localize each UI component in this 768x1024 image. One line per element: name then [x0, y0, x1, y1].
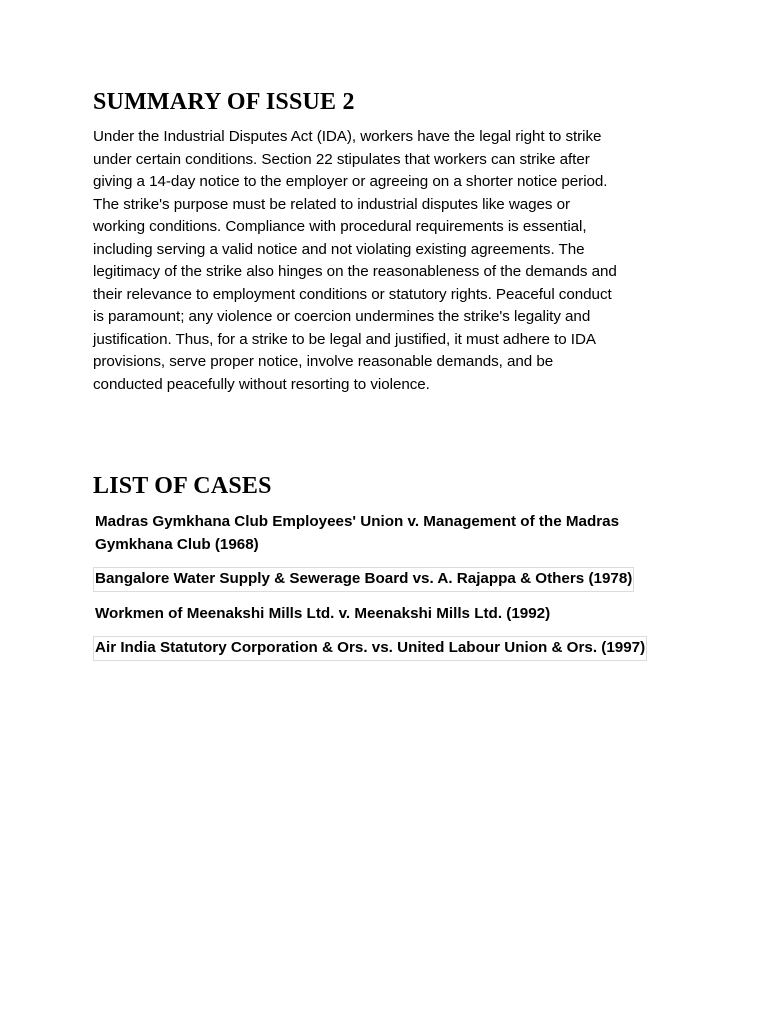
case-title-line: Gymkhana Club (1968)	[95, 535, 259, 553]
case-item	[93, 636, 647, 661]
summary-line: legitimacy of the strike also hinges on the reasonableness of the demands and	[93, 263, 617, 280]
summary-paragraph	[93, 126, 678, 396]
case-title-line: Bangalore Water Supply & Sewerage Board vs. A. Rajappa & Others (1978)	[95, 570, 633, 587]
summary-line: provisions, serve proper notice, involve reasonable demands, and be	[93, 353, 554, 370]
summary-line: under certain conditions. Section 22 stipulates that workers can strike after	[93, 150, 590, 168]
summary-line: including serving a valid notice and not violating existing agreements. The	[93, 240, 585, 258]
document-page	[93, 86, 678, 671]
case-item	[93, 602, 552, 627]
summary-line: The strike's purpose must be related to industrial disputes like wages or	[93, 195, 571, 213]
summary-line: their relevance to employment conditions or statutory rights. Peaceful conduct	[93, 285, 612, 303]
summary-line: is paramount; any violence or coercion undermines the strike's legality and	[93, 308, 591, 325]
summary-line: giving a 14-day notice to the employer or agreeing on a shorter notice period.	[93, 173, 608, 190]
cases-list	[93, 510, 678, 671]
case-item	[93, 567, 634, 592]
summary-line: conducted peacefully without resorting to violence.	[93, 375, 430, 393]
summary-heading: SUMMARY OF ISSUE 2	[93, 89, 355, 115]
case-title-line: Workmen of Meenakshi Mills Ltd. v. Meenakshi Mills Ltd. (1992)	[95, 604, 551, 622]
case-title-line: Madras Gymkhana Club Employees' Union v. Management of the Madras	[95, 513, 620, 530]
summary-line: working conditions. Compliance with procedural requirements is essential,	[93, 218, 587, 235]
case-title-line: Air India Statutory Corporation & Ors. vs. United Labour Union & Ors. (1997)	[95, 639, 646, 656]
cases-heading: LIST OF CASES	[93, 473, 272, 499]
case-item	[93, 510, 621, 557]
summary-line: Under the Industrial Disputes Act (IDA), workers have the legal right to strike	[93, 128, 602, 145]
summary-line: justification. Thus, for a strike to be legal and justified, it must adhere to IDA	[93, 330, 596, 348]
